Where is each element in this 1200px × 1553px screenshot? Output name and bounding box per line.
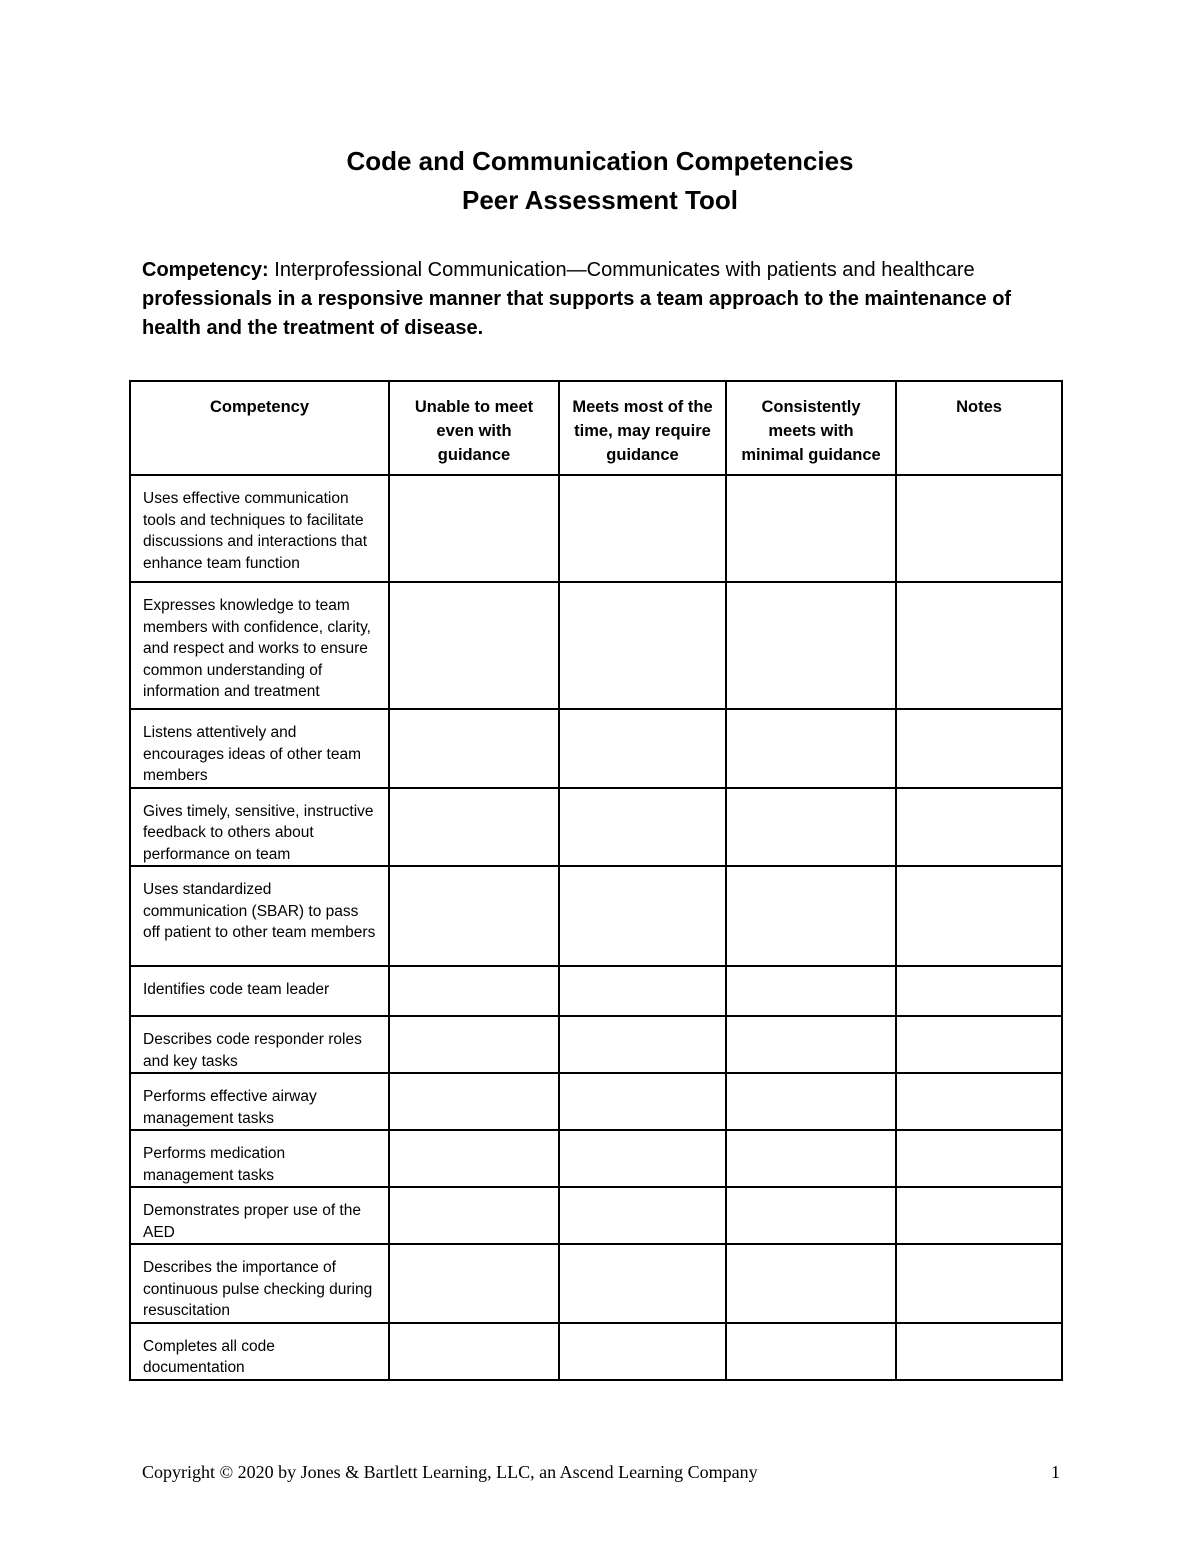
rating-consistently-cell[interactable] — [726, 966, 896, 1016]
competency-cell: Describes code responder roles and key tasks — [130, 1016, 389, 1073]
notes-cell[interactable] — [896, 582, 1062, 709]
rating-consistently-cell[interactable] — [726, 788, 896, 867]
competency-cell: Completes all code documentation — [130, 1323, 389, 1380]
header-unable: Unable to meet even with guidance — [389, 381, 559, 475]
notes-cell[interactable] — [896, 866, 1062, 966]
table-row — [130, 709, 1062, 788]
rating-meets-most-cell[interactable] — [559, 582, 726, 709]
notes-cell[interactable] — [896, 1323, 1062, 1380]
table-row — [130, 866, 1062, 966]
rating-consistently-cell[interactable] — [726, 1073, 896, 1130]
intro-lead: Interprofessional Communication—Communicates with patients and healthcare — [274, 259, 975, 281]
page-number: 1 — [1051, 1462, 1060, 1482]
title-line-1: Code and Communication Competencies — [346, 146, 854, 176]
rating-unable-cell[interactable] — [389, 866, 559, 966]
rating-unable-cell[interactable] — [389, 788, 559, 867]
rating-consistently-cell[interactable] — [726, 1323, 896, 1380]
rating-consistently-cell[interactable] — [726, 1016, 896, 1073]
rating-meets-most-cell[interactable] — [559, 475, 726, 582]
competency-cell: Listens attentively and encourages ideas of other team members — [130, 709, 389, 788]
rating-meets-most-cell[interactable] — [559, 966, 726, 1016]
rating-unable-cell[interactable] — [389, 709, 559, 788]
header-competency: Competency — [130, 381, 389, 475]
header-notes: Notes — [896, 381, 1062, 475]
rating-unable-cell[interactable] — [389, 1073, 559, 1130]
table-row — [130, 1016, 1062, 1073]
rating-meets-most-cell[interactable] — [559, 1187, 726, 1244]
notes-cell[interactable] — [896, 788, 1062, 867]
rating-meets-most-cell[interactable] — [559, 1130, 726, 1187]
competency-cell: Expresses knowledge to team members with confidence, clarity, and respect and works to ensure common understanding of information and treatment — [130, 582, 389, 709]
rating-unable-cell[interactable] — [389, 966, 559, 1016]
rating-consistently-cell[interactable] — [726, 1187, 896, 1244]
rating-meets-most-cell[interactable] — [559, 1244, 726, 1323]
rating-meets-most-cell[interactable] — [559, 709, 726, 788]
header-consistently: Consistently meets with minimal guidance — [726, 381, 896, 475]
notes-cell[interactable] — [896, 475, 1062, 582]
table-row — [130, 582, 1062, 709]
competency-intro — [142, 256, 1062, 343]
notes-cell[interactable] — [896, 1016, 1062, 1073]
page-title — [0, 142, 1200, 220]
table-row — [130, 1130, 1062, 1187]
title-line-2: Peer Assessment Tool — [462, 185, 738, 215]
rating-meets-most-cell[interactable] — [559, 1073, 726, 1130]
rating-consistently-cell[interactable] — [726, 1130, 896, 1187]
competency-cell: Gives timely, sensitive, instructive feedback to others about performance on team — [130, 788, 389, 867]
intro-label: Competency: — [142, 259, 269, 281]
notes-cell[interactable] — [896, 1130, 1062, 1187]
rating-consistently-cell[interactable] — [726, 709, 896, 788]
table-row — [130, 1323, 1062, 1380]
table-row — [130, 1073, 1062, 1130]
notes-cell[interactable] — [896, 1073, 1062, 1130]
competency-cell: Performs effective airway management tasks — [130, 1073, 389, 1130]
rating-meets-most-cell[interactable] — [559, 1323, 726, 1380]
header-meets-most: Meets most of the time, may require guidance — [559, 381, 726, 475]
rating-consistently-cell[interactable] — [726, 866, 896, 966]
competency-cell: Uses effective communication tools and techniques to facilitate discussions and interactions that enhance team function — [130, 475, 389, 582]
notes-cell[interactable] — [896, 1187, 1062, 1244]
rating-meets-most-cell[interactable] — [559, 788, 726, 867]
notes-cell[interactable] — [896, 1244, 1062, 1323]
competency-cell: Describes the importance of continuous pulse checking during resuscitation — [130, 1244, 389, 1323]
rating-consistently-cell[interactable] — [726, 582, 896, 709]
rating-meets-most-cell[interactable] — [559, 1016, 726, 1073]
rating-unable-cell[interactable] — [389, 1016, 559, 1073]
table-row — [130, 788, 1062, 867]
competency-cell: Performs medication management tasks — [130, 1130, 389, 1187]
notes-cell[interactable] — [896, 966, 1062, 1016]
copyright-notice: Copyright © 2020 by Jones & Bartlett Learning, LLC, an Ascend Learning Company — [142, 1462, 758, 1482]
notes-cell[interactable] — [896, 709, 1062, 788]
table-row — [130, 1187, 1062, 1244]
table-row — [130, 1244, 1062, 1323]
competency-cell: Demonstrates proper use of the AED — [130, 1187, 389, 1244]
rating-unable-cell[interactable] — [389, 1130, 559, 1187]
competency-cell: Identifies code team leader — [130, 966, 389, 1016]
rating-unable-cell[interactable] — [389, 1187, 559, 1244]
rating-unable-cell[interactable] — [389, 475, 559, 582]
table-row — [130, 966, 1062, 1016]
rating-unable-cell[interactable] — [389, 582, 559, 709]
rating-meets-most-cell[interactable] — [559, 866, 726, 966]
table-row — [130, 475, 1062, 582]
rating-consistently-cell[interactable] — [726, 1244, 896, 1323]
assessment-table — [129, 380, 1063, 1381]
competency-cell: Uses standardized communication (SBAR) to pass off patient to other team members — [130, 866, 389, 966]
intro-rest: professionals in a responsive manner that supports a team approach to the maintenance of health and the treatment of disease. — [142, 288, 1012, 339]
rating-unable-cell[interactable] — [389, 1323, 559, 1380]
rating-unable-cell[interactable] — [389, 1244, 559, 1323]
header-row — [130, 381, 1062, 475]
rating-consistently-cell[interactable] — [726, 475, 896, 582]
